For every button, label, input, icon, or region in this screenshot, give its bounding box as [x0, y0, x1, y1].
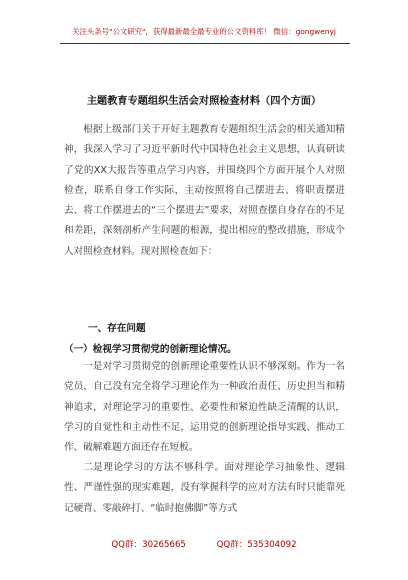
- intro-paragraph: 根据上级部门关于开好主题教育专题组织生活会的相关通知精神，我深入学习了习近平新时代中国特色社会主义思想，认真研读了党的XX大报告等重点学习内容，并围绕四个方面开展个人对照检查，联系自身工作实际，主动按照将自己摆进去、将职责摆进去、将工作摆进去的“三个摆进去”要求，对照查摆自身存在的不足和差距，深刻剖析产生问题的根源，提出相应的整改措施，形成个人对照检查材料。现对照检查如下：: [64, 124, 345, 257]
- section-heading: 一、存在问题: [88, 323, 146, 334]
- document-title: 主题教育专题组织生活会对照检查材料（四个方面）: [86, 96, 322, 107]
- footer: [0, 538, 408, 550]
- footer-qq-group-1: QQ群：30265665: [111, 540, 186, 550]
- header-banner: 关注头条号"公文研究"，获得最新最全最专业的公文资料库！ 微信：gongwenyj: [72, 27, 336, 36]
- header-divider: [60, 43, 350, 44]
- body-paragraph: 一是对学习贯彻党的创新理论重要性认识不够深刻。作为一名党员，自己没有完全将学习理论作为一种政治责任、历史担当和精神追求，对理论学习的重要性、必要性和紧迫性缺乏清醒的认识，学习的自觉性和主动性不足，运用党的创新理论指导实践、推动工作、破解难题方面还存在短板。: [64, 361, 345, 454]
- body-paragraph: 二是理论学习的方法不够科学。面对理论学习抽象性、逻辑性、严谨性强的现实难题，没有掌握科学的应对方法有时只能靠死记硬背、零敲碎打、“临时抱佛脚”等方式: [64, 462, 345, 514]
- footer-qq-group-2: QQ群：535304092: [216, 540, 297, 550]
- subsection-heading: （一）检视学习贯彻党的创新理论情况。: [64, 344, 237, 355]
